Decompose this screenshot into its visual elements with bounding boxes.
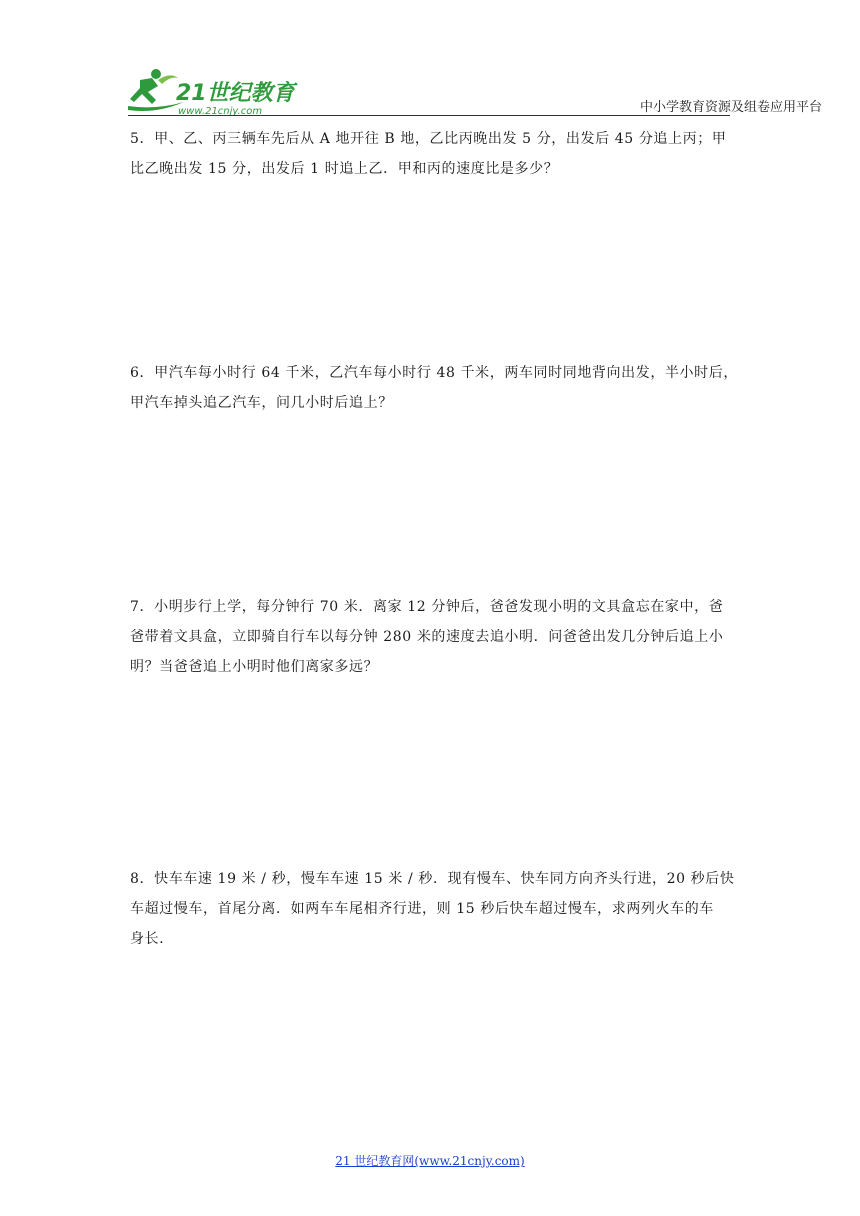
question-line: 6．甲汽车每小时行 64 千米，乙汽车每小时行 48 千米，两车同时同地背向出发，半小时后， (130, 365, 738, 381)
question-8 (130, 864, 735, 954)
question-line: 5．甲、乙、丙三辆车先后从 A 地开往 B 地，乙比丙晚出发 5 分，出发后 45 分追上丙；甲 (130, 131, 727, 147)
header-divider (128, 115, 730, 116)
question-7 (130, 592, 732, 682)
platform-title: 中小学教育资源及组卷应用平台 (639, 100, 822, 115)
question-line: 车超过慢车，首尾分离．如两车车尾相齐行进，则 15 秒后快车超过慢车，求两列火车的车 (130, 901, 714, 917)
page-header (0, 0, 860, 120)
page-footer (0, 1152, 860, 1169)
question-5 (130, 124, 732, 184)
question-line: 比乙晚出发 15 分，出发后 1 时追上乙．甲和丙的速度比是多少？ (130, 161, 559, 177)
question-line: 身长． (130, 931, 174, 947)
runner-logo-icon (126, 66, 306, 118)
site-logo[interactable] (126, 66, 306, 118)
question-line: 8．快车车速 19 米 / 秒，慢车车速 15 米 / 秒．现有慢车、快车同方向齐头行进，20 秒后快 (130, 871, 735, 887)
question-line: 7．小明步行上学，每分钟行 70 米．离家 12 分钟后，爸爸发现小明的文具盒忘在家中，爸 (130, 599, 724, 615)
logo-url-text: www.21cnjy.com (178, 106, 263, 117)
question-line: 甲汽车掉头追乙汽车，问几小时后追上？ (130, 395, 393, 411)
question-line: 明？当爸爸追上小明时他们离家多远？ (130, 659, 379, 675)
question-line: 爸带着文具盒，立即骑自行车以每分钟 280 米的速度去追小明．问爸爸出发几分钟后追上小 (130, 629, 724, 645)
logo-text: 21世纪教育 (176, 81, 295, 106)
footer-link[interactable]: 21 世纪教育网(www.21cnjy.com) (335, 1154, 525, 1168)
question-6 (130, 358, 738, 418)
